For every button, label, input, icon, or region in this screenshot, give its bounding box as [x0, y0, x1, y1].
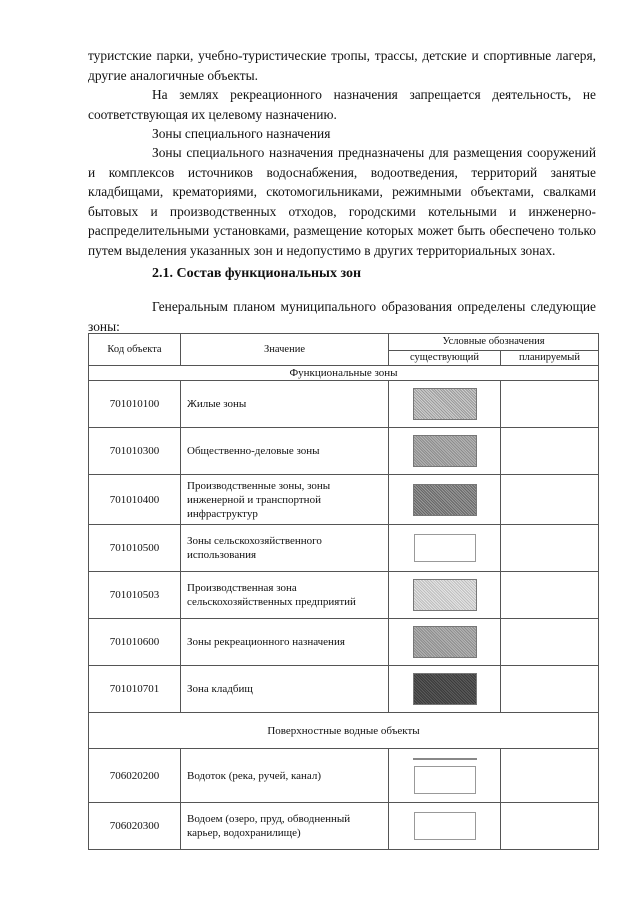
- legend-swatch: [413, 388, 477, 420]
- row-existing-cell: [389, 381, 501, 428]
- header-planned: планируемый: [501, 351, 599, 366]
- row-planned-cell: [501, 749, 599, 803]
- water-line: [413, 758, 477, 760]
- row-meaning: Производственные зоны, зоны инженерной и транспортной инфраструктур: [181, 475, 389, 525]
- legend-swatch: [414, 812, 476, 840]
- row-code: 701010500: [89, 525, 181, 572]
- table-row: [89, 475, 599, 525]
- row-existing-cell: [389, 803, 501, 850]
- row-code: 706020200: [89, 749, 181, 803]
- section-row-functional: [89, 366, 599, 381]
- legend-swatch: [414, 766, 476, 794]
- section-water-objects: Поверхностные водные объекты: [89, 713, 599, 749]
- row-planned-cell: [501, 572, 599, 619]
- header-legend: Условные обозначения: [389, 334, 599, 351]
- row-code: 701010600: [89, 619, 181, 666]
- section-row-water: [89, 713, 599, 749]
- section-heading: 2.1. Состав функциональных зон: [152, 266, 362, 281]
- legend-swatch: [413, 673, 477, 705]
- paragraph-special-zones-title: Зоны специального назначения: [152, 126, 331, 141]
- row-existing-cell: [389, 572, 501, 619]
- row-code: 701010701: [89, 666, 181, 713]
- legend-swatch: [414, 534, 476, 562]
- zones-table: [88, 333, 599, 850]
- row-planned-cell: [501, 428, 599, 475]
- table-row: [89, 381, 599, 428]
- row-meaning: Общественно-деловые зоны: [181, 428, 389, 475]
- row-meaning: Производственная зона сельскохозяйственных предприятий: [181, 572, 389, 619]
- row-meaning: Зоны рекреационного назначения: [181, 619, 389, 666]
- row-meaning: Зоны сельскохозяйственного использования: [181, 525, 389, 572]
- header-existing: существующий: [389, 351, 501, 366]
- table-row: [89, 572, 599, 619]
- row-code: 701010400: [89, 475, 181, 525]
- table-row: [89, 619, 599, 666]
- legend-swatch: [413, 626, 477, 658]
- row-planned-cell: [501, 525, 599, 572]
- table-row: [89, 428, 599, 475]
- row-planned-cell: [501, 381, 599, 428]
- row-existing-cell: [389, 749, 501, 803]
- row-meaning: Жилые зоны: [181, 381, 389, 428]
- row-meaning: Водоем (озеро, пруд, обводненный карьер, водохранилище): [181, 803, 389, 850]
- row-existing-cell: [389, 525, 501, 572]
- table-row: [89, 666, 599, 713]
- paragraph-recreation-prohibition: На землях рекреационного назначения запрещается деятельность, не соответствующая их целевому назначению.: [88, 87, 596, 122]
- row-meaning: Водоток (река, ручей, канал): [181, 749, 389, 803]
- paragraph-special-zones-text: Зоны специального назначения предназначены для размещения сооружений и комплексов источников водоснабжения, водоотведения, территорий занятые кладбищами, крематориями, скотомогильниками, режимными объектами, свалками бытовых и производственных отходов, городскими котельными и инженерно-распределительными установками, размещение которых может быть обеспечено только путем выделения указанных зон и недопустимо в других территориальных зонах.: [88, 145, 596, 258]
- legend-swatch: [413, 484, 477, 516]
- row-planned-cell: [501, 666, 599, 713]
- table-row: [89, 525, 599, 572]
- row-code: 701010100: [89, 381, 181, 428]
- row-planned-cell: [501, 803, 599, 850]
- table-header-row: [89, 334, 599, 351]
- row-existing-cell: [389, 666, 501, 713]
- paragraph-zones-intro: Генеральным планом муниципального образования определены следующие зоны:: [88, 299, 596, 334]
- header-meaning: Значение: [181, 334, 389, 366]
- header-code: Код объекта: [89, 334, 181, 366]
- row-code: 701010300: [89, 428, 181, 475]
- row-existing-cell: [389, 475, 501, 525]
- row-meaning: Зона кладбищ: [181, 666, 389, 713]
- table-row: [89, 803, 599, 850]
- row-planned-cell: [501, 619, 599, 666]
- legend-swatch: [413, 579, 477, 611]
- row-existing-cell: [389, 619, 501, 666]
- paragraph-recreation-objects: туристские парки, учебно-туристические тропы, трассы, детские и спортивные лагеря, другие аналогичные объекты.: [88, 48, 596, 83]
- row-code: 706020300: [89, 803, 181, 850]
- legend-swatch: [413, 435, 477, 467]
- section-functional-zones: Функциональные зоны: [89, 366, 599, 381]
- row-existing-cell: [389, 428, 501, 475]
- table-row: [89, 749, 599, 803]
- row-planned-cell: [501, 475, 599, 525]
- row-code: 701010503: [89, 572, 181, 619]
